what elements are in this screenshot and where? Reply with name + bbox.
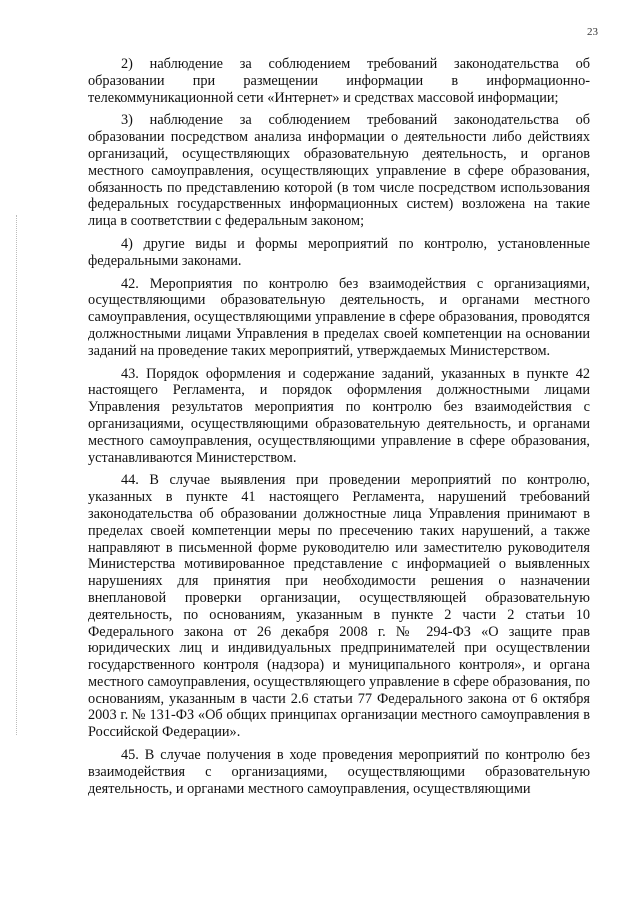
document-body: [88, 56, 590, 803]
paragraph-45: 45. В случае получения в ходе проведения мероприятий по контролю без взаимодействия с организациями, осуществляющими образовательную деятельность, и органами местного самоуправления, осуществляющими: [88, 747, 590, 797]
paragraph-42: 42. Мероприятия по контролю без взаимодействия с организациями, осуществляющими образовательную деятельность, и органами местного самоуправления, осуществляющими управление в сфере образования, проводятся должностными лицами Управления в пределах своей компетенции на основании заданий на проведение таких мероприятий, утверждаемых Министерством.: [88, 275, 590, 359]
page-number: 23: [587, 26, 598, 38]
paragraph-item-2: 2) наблюдение за соблюдением требований законодательства об образовании при размещении информации в информационно-телекоммуникационной сети «Интернет» и средствах массовой информации;: [88, 56, 590, 106]
paragraph-item-3: 3) наблюдение за соблюдением требований законодательства об образовании посредством анализа информации о деятельности либо действиях организаций, осуществляющих образовательную деятельность, и органов местного самоуправления, осуществляющих управление в сфере образования, обязанность по представлению которой (в том числе посредством использования федеральных государственных информационных систем) возложена на такие лица в соответствии с федеральным законом;: [88, 112, 590, 230]
paragraph-44: 44. В случае выявления при проведении мероприятий по контролю, указанных в пункте 41 настоящего Регламента, нарушений требований законодательства об образовании должностные лица Управления принимают в пределах своей компетенции меры по пресечению таких нарушений, а также направляют в письменной форме руководителю или заместителю руководителя Министерства мотивированное представление с информацией о выявленных нарушениях для принятия при необходимости решения о назначении внеплановой проверки организации, осуществляющей образовательную деятельность, по основаниям, указанным в пункте 2 части 2 статьи 10 Федерального закона от 26 декабря 2008 г. № 294-ФЗ «О защите прав юридических лиц и индивидуальных предпринимателей при осуществлении государственного контроля (надзора) и муниципального контроля», и органа местного самоуправления, осуществляющего управление в сфере образования, по основаниям, указанным в части 2.6 статьи 77 Федерального закона от 6 октября 2003 г. № 131-ФЗ «Об общих принципах организации местного самоуправления в Российской Федерации».: [88, 472, 590, 741]
scan-margin-mark: [16, 215, 18, 735]
paragraph-43: 43. Порядок оформления и содержание заданий, указанных в пункте 42 настоящего Регламента, и порядок оформления должностными лицами Управления результатов мероприятия по контролю без взаимодействия с организациями, осуществляющими образовательную деятельность, и органами местного самоуправления, осуществляющими управление в сфере образования, устанавливаются Министерством.: [88, 365, 590, 466]
paragraph-item-4: 4) другие виды и формы мероприятий по контролю, установленные федеральными законами.: [88, 235, 590, 269]
